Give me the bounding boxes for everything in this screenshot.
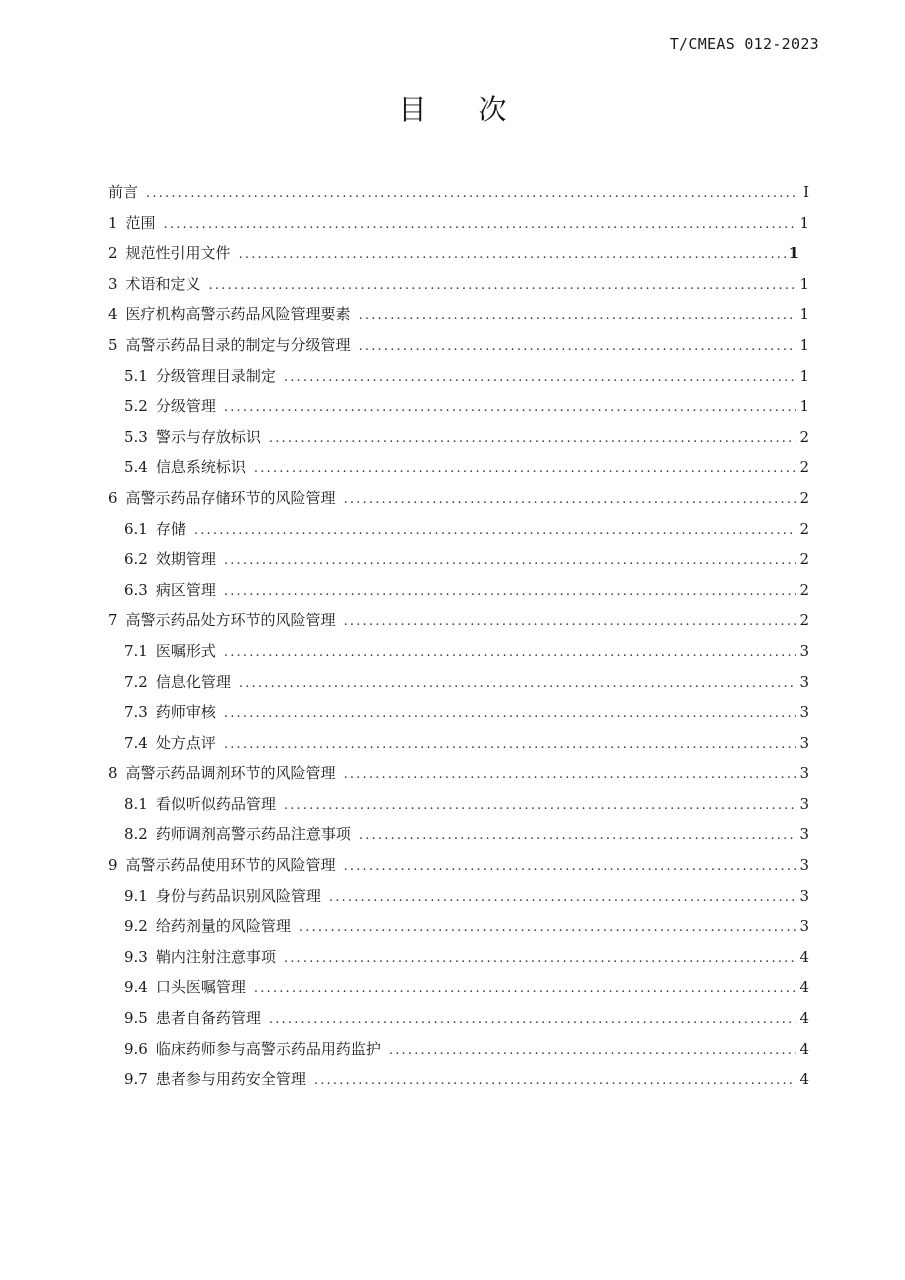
toc-entry-number: 9.3 xyxy=(124,947,148,966)
toc-entry[interactable] xyxy=(108,819,809,850)
page-title: 目次 xyxy=(398,93,559,126)
toc-entry-number: 5.1 xyxy=(124,366,148,385)
toc-entry-label: 效期管理 xyxy=(155,550,216,569)
toc-entry-number: 7.2 xyxy=(124,672,148,691)
toc-entry-number: 9.6 xyxy=(124,1039,148,1058)
toc-entry-label: 医疗机构高警示药品风险管理要素 xyxy=(125,305,351,324)
toc-entry-page-number: 2 xyxy=(799,427,809,446)
toc-entry[interactable] xyxy=(108,789,809,820)
toc-entry-page-number: 3 xyxy=(799,703,809,722)
toc-entry-number: 9.1 xyxy=(124,886,148,905)
toc-entry-number: 9.4 xyxy=(124,978,148,997)
toc-entry-number: 9.5 xyxy=(124,1009,148,1028)
dot-leader xyxy=(359,332,796,362)
toc-entry-page-number: 4 xyxy=(799,1070,809,1089)
toc-entry-page-number: 4 xyxy=(799,1009,809,1028)
toc-entry-number: 3 xyxy=(108,274,118,293)
toc-entry-page-number: 1 xyxy=(788,244,799,263)
toc-entry-page-number: 4 xyxy=(799,1039,809,1058)
toc-entry[interactable] xyxy=(108,972,809,1003)
toc-entry-label: 规范性引用文件 xyxy=(125,244,231,263)
dot-leader xyxy=(254,974,796,1004)
toc-entry-number: 7 xyxy=(108,611,118,630)
toc-entry[interactable] xyxy=(108,422,809,453)
toc-entry-page-number: 1 xyxy=(799,366,809,385)
toc-entry[interactable] xyxy=(108,1064,809,1095)
toc-entry-label: 信息化管理 xyxy=(155,672,231,691)
dot-leader xyxy=(284,363,796,393)
dot-leader xyxy=(359,301,796,331)
dot-leader xyxy=(344,607,796,637)
toc-entry-label: 高警示药品处方环节的风险管理 xyxy=(125,611,336,630)
dot-leader xyxy=(224,638,796,668)
dot-leader xyxy=(344,485,796,515)
toc-entry-page-number: 1 xyxy=(799,305,809,324)
toc-entry[interactable] xyxy=(108,391,809,422)
dot-leader xyxy=(389,1036,796,1066)
toc-entry-number: 6.2 xyxy=(124,550,148,569)
toc-entry-number: 9.7 xyxy=(124,1070,148,1089)
toc-entry-number: 1 xyxy=(108,213,118,232)
toc-entry-label: 药师审核 xyxy=(155,703,216,722)
toc-entry-label: 高警示药品调剂环节的风险管理 xyxy=(125,764,336,783)
toc-entry[interactable] xyxy=(108,483,809,514)
toc-entry-label: 术语和定义 xyxy=(125,274,201,293)
dot-leader xyxy=(344,852,796,882)
toc-entry-page-number: 1 xyxy=(799,213,809,232)
toc-entry[interactable] xyxy=(108,238,809,269)
toc-entry-label: 信息系统标识 xyxy=(155,458,246,477)
toc-entry-page-number: 2 xyxy=(799,550,809,569)
toc-entry-label: 看似听似药品管理 xyxy=(155,794,276,813)
toc-entry[interactable] xyxy=(108,605,809,636)
table-of-contents xyxy=(108,177,809,1095)
toc-entry-label: 药师调剂高警示药品注意事项 xyxy=(155,825,351,844)
toc-entry[interactable] xyxy=(108,942,809,973)
toc-entry-label: 身份与药品识别风险管理 xyxy=(155,886,321,905)
dot-leader xyxy=(239,240,786,270)
toc-entry-page-number: 3 xyxy=(799,794,809,813)
dot-leader xyxy=(164,210,796,240)
toc-entry-label: 给药剂量的风险管理 xyxy=(155,917,291,936)
toc-entry[interactable] xyxy=(108,911,809,942)
toc-entry-number: 2 xyxy=(108,244,118,263)
toc-entry-page-number: 3 xyxy=(799,672,809,691)
dot-leader xyxy=(284,791,796,821)
toc-entry[interactable] xyxy=(108,881,809,912)
toc-entry-page-number: 1 xyxy=(799,274,809,293)
toc-entry-number: 9 xyxy=(108,856,118,875)
dot-leader xyxy=(224,546,796,576)
toc-entry-number: 9.2 xyxy=(124,917,148,936)
toc-entry-page-number: 3 xyxy=(799,825,809,844)
dot-leader xyxy=(146,179,796,209)
dot-leader xyxy=(224,577,796,607)
toc-entry-page-number: 4 xyxy=(799,978,809,997)
toc-entry-label: 病区管理 xyxy=(155,580,216,599)
toc-entry[interactable] xyxy=(108,544,809,575)
dot-leader xyxy=(224,699,796,729)
toc-entry-number: 5.3 xyxy=(124,427,148,446)
toc-entry[interactable] xyxy=(108,850,809,881)
toc-entry[interactable] xyxy=(108,452,809,483)
dot-leader xyxy=(254,454,796,484)
document-code: T/CMEAS 012-2023 xyxy=(669,35,819,53)
toc-entry-page-number: 3 xyxy=(799,886,809,905)
toc-entry[interactable] xyxy=(108,1003,809,1034)
dot-leader xyxy=(299,913,796,943)
toc-entry-label: 范围 xyxy=(125,213,156,232)
toc-entry-page-number: 3 xyxy=(799,733,809,752)
dot-leader xyxy=(269,1005,796,1035)
toc-entry-page-number: 2 xyxy=(799,519,809,538)
toc-entry[interactable] xyxy=(108,758,809,789)
toc-entry[interactable] xyxy=(108,1034,809,1065)
toc-entry-page-number: 4 xyxy=(799,947,809,966)
toc-entry-page-number: 2 xyxy=(799,611,809,630)
toc-entry[interactable] xyxy=(108,728,809,759)
toc-entry-label: 警示与存放标识 xyxy=(155,427,261,446)
toc-entry-label: 高警示药品目录的制定与分级管理 xyxy=(125,335,351,354)
toc-entry-label: 临床药师参与高警示药品用药监护 xyxy=(155,1039,381,1058)
dot-leader xyxy=(284,944,796,974)
toc-entry[interactable] xyxy=(108,667,809,698)
toc-entry-page-number: 2 xyxy=(799,488,809,507)
toc-entry-label: 鞘内注射注意事项 xyxy=(155,947,276,966)
dot-leader xyxy=(224,730,796,760)
dot-leader xyxy=(224,393,796,423)
dot-leader xyxy=(194,516,796,546)
toc-entry[interactable] xyxy=(108,177,809,208)
dot-leader xyxy=(314,1066,796,1096)
toc-entry-label: 前言 xyxy=(108,183,139,201)
toc-entry[interactable] xyxy=(108,269,809,300)
dot-leader xyxy=(209,271,796,301)
toc-entry-number: 8.2 xyxy=(124,825,148,844)
toc-entry-label: 患者参与用药安全管理 xyxy=(155,1070,306,1089)
toc-entry-label: 患者自备药管理 xyxy=(155,1009,261,1028)
toc-entry-number: 6.3 xyxy=(124,580,148,599)
dot-leader xyxy=(269,424,796,454)
toc-entry-label: 高警示药品使用环节的风险管理 xyxy=(125,856,336,875)
toc-entry-label: 医嘱形式 xyxy=(155,641,216,660)
toc-entry-number: 6.1 xyxy=(124,519,148,538)
toc-entry-label: 分级管理目录制定 xyxy=(155,366,276,385)
toc-entry-page-number: 2 xyxy=(799,458,809,477)
toc-entry[interactable] xyxy=(108,299,809,330)
toc-entry-label: 存储 xyxy=(155,519,186,538)
toc-entry-label: 高警示药品存储环节的风险管理 xyxy=(125,488,336,507)
toc-entry[interactable] xyxy=(108,330,809,361)
toc-entry-page-number: 1 xyxy=(799,335,809,354)
toc-entry[interactable] xyxy=(108,697,809,728)
toc-entry-number: 5.4 xyxy=(124,458,148,477)
toc-entry-label: 口头医嘱管理 xyxy=(155,978,246,997)
toc-entry-number: 7.1 xyxy=(124,641,148,660)
dot-leader xyxy=(329,883,796,913)
toc-entry-label: 分级管理 xyxy=(155,397,216,416)
toc-entry[interactable] xyxy=(108,208,809,239)
toc-entry-page-number: I xyxy=(803,183,809,201)
toc-entry-number: 4 xyxy=(108,305,118,324)
toc-entry-number: 8.1 xyxy=(124,794,148,813)
toc-entry-page-number: 3 xyxy=(799,917,809,936)
dot-leader xyxy=(344,760,796,790)
toc-entry[interactable] xyxy=(108,514,809,545)
toc-entry[interactable] xyxy=(108,636,809,667)
toc-entry-page-number: 3 xyxy=(799,856,809,875)
toc-entry-label: 处方点评 xyxy=(155,733,216,752)
toc-entry-number: 8 xyxy=(108,764,118,783)
toc-entry-number: 5.2 xyxy=(124,397,148,416)
toc-entry-page-number: 3 xyxy=(799,764,809,783)
dot-leader xyxy=(359,821,796,851)
toc-entry[interactable] xyxy=(108,361,809,392)
toc-entry-number: 7.4 xyxy=(124,733,148,752)
dot-leader xyxy=(239,669,796,699)
toc-entry-page-number: 2 xyxy=(799,580,809,599)
toc-entry-number: 5 xyxy=(108,335,118,354)
toc-entry-number: 6 xyxy=(108,488,118,507)
toc-entry[interactable] xyxy=(108,575,809,606)
toc-entry-page-number: 1 xyxy=(799,397,809,416)
toc-entry-page-number: 3 xyxy=(799,641,809,660)
toc-entry-number: 7.3 xyxy=(124,703,148,722)
